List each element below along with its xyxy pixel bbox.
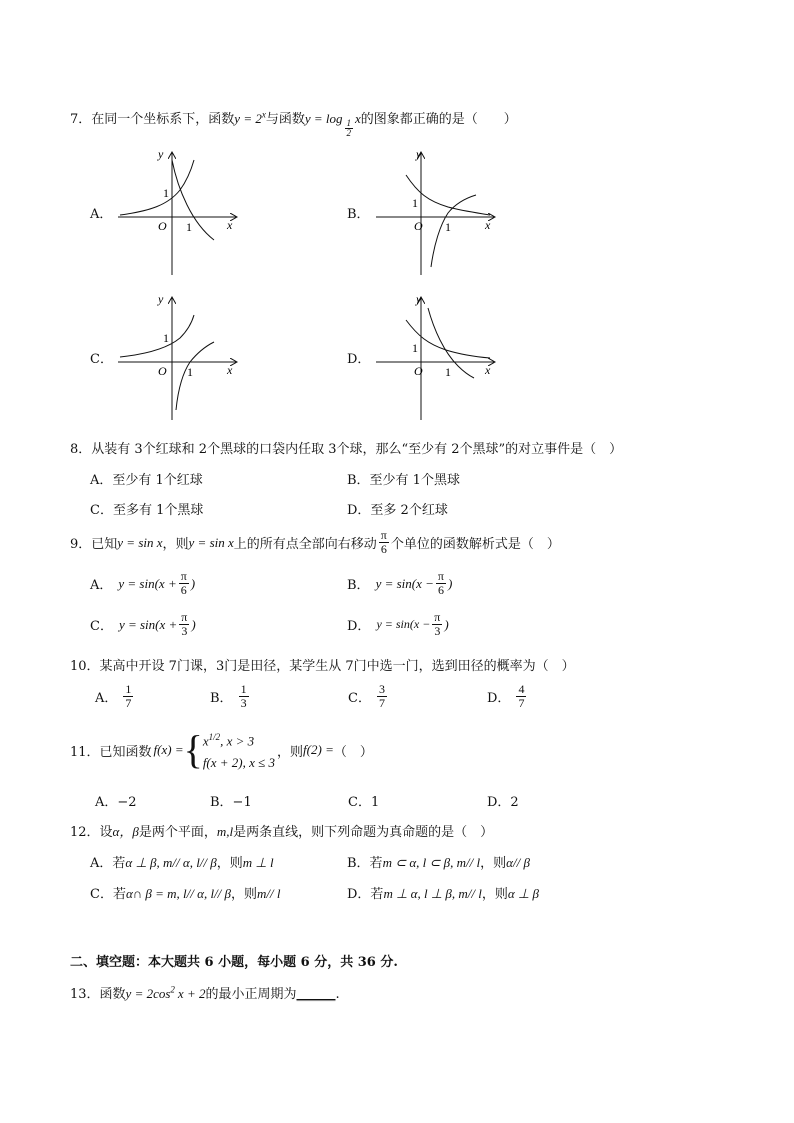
q10-option-c[interactable]: C． $\frac{3}{7}$ xyxy=(348,682,385,710)
q11-piecewise-brace: { xyxy=(183,727,203,773)
q9-text-mid: ，则 xyxy=(162,537,189,552)
q12-option-d[interactable]: D．若m ⊥ α, l ⊥ β, m// l，则α ⊥ β xyxy=(347,886,539,902)
q10-option-d[interactable]: D． $\frac{4}{7}$ xyxy=(487,682,525,710)
graph-a-x-label: x xyxy=(227,218,233,232)
graph-d-origin-label: O xyxy=(414,364,423,378)
graph-a-origin-label: O xyxy=(158,219,167,233)
q11-option-a[interactable]: A．−2 xyxy=(95,795,137,810)
q12-option-a[interactable]: A．若α ⊥ β, m// α, l// β，则m ⊥ l xyxy=(90,855,274,871)
graph-c-y-one-label: 1 xyxy=(163,331,169,345)
q9-func2: y = sin x xyxy=(188,534,234,550)
q11-option-c[interactable]: C．1 xyxy=(348,795,380,810)
q9-option-a[interactable]: A． y = sin(x + $\frac{\pi}{6}$ ) xyxy=(90,569,196,597)
q9-number: 9．已知 xyxy=(70,537,118,552)
q11-case-2: f(x + 2), x ≤ 3 xyxy=(202,755,276,771)
q8-option-d[interactable]: D．至多 2个红球 xyxy=(347,503,448,518)
section-2-heading: 二、填空题：本大题共 6 小题，每小题 6 分，共 36 分. xyxy=(70,955,398,970)
q7-graph-d[interactable] xyxy=(368,290,503,429)
q11-piecewise-cases xyxy=(203,726,275,774)
q9-text-post1: 上的所有点全部向右移动 xyxy=(233,537,377,552)
q7-text-post: 的图象都正确的是（ ） xyxy=(360,112,517,127)
q8-option-b[interactable]: B．至少有 1个黑球 xyxy=(347,473,460,488)
graph-c-x-label: x xyxy=(227,363,233,377)
q11-ask: f(2) = xyxy=(303,742,334,758)
q12-option-c[interactable]: C．若α∩ β = m, l// α, l// β，则m// l xyxy=(90,886,281,902)
graph-d-x-one-label: 1 xyxy=(445,365,451,379)
q10-option-a[interactable]: A． $\frac{1}{7}$ xyxy=(95,682,132,710)
graph-b-y-one-label: 1 xyxy=(412,196,418,210)
graph-c-y-label: y xyxy=(158,292,164,306)
q11-option-d[interactable]: D．2 xyxy=(487,795,519,810)
q7-text-pre: 在同一个坐标系下，函数 xyxy=(91,112,235,127)
question-8-stem: 8．从装有 3个红球和 2个黑球的口袋内任取 3个球，那么“至少有 2个黑球”的对立事件是（ ） xyxy=(70,442,623,457)
graph-d-y-one-label: 1 xyxy=(412,341,418,355)
question-7-stem xyxy=(70,108,517,138)
q11-text-post: ，则 xyxy=(277,744,304,760)
graph-b-y-label: y xyxy=(416,147,422,161)
q11-case-1: $x^{1/2}$, x > 3 xyxy=(202,732,255,749)
q7-text-mid: 与函数 xyxy=(265,112,305,127)
q7-graph-a[interactable] xyxy=(110,145,245,284)
q11-option-b[interactable]: B．−1 xyxy=(210,795,252,810)
graph-b-origin-label: O xyxy=(414,219,423,233)
q7-option-a-label[interactable]: A． xyxy=(90,207,113,222)
q9-text-post2: 个单位的函数解析式是（ ） xyxy=(390,537,560,552)
graph-c-origin-label: O xyxy=(158,364,167,378)
graph-a-y-label: y xyxy=(158,147,164,161)
question-12-stem: 12．设α，β是两个平面，m,l是两条直线，则下列命题为真命题的是（ ） xyxy=(70,824,494,840)
graph-b-x-one-label: 1 xyxy=(445,220,451,234)
q13-expression: $y = 2\cos^2$ x + 2 xyxy=(125,984,206,1001)
q9-option-d[interactable]: D． y = sin(x − $\frac{\pi}{3}$ ) xyxy=(347,610,449,638)
q11-tail: （ ） xyxy=(333,744,373,760)
q12-option-b[interactable]: B．若m ⊂ α, l ⊂ β, m// l，则α// β xyxy=(347,855,530,871)
q9-shift-fraction: $\frac{\pi}{6}$ xyxy=(380,528,387,556)
q9-option-c[interactable]: C． y = sin(x + $\frac{\pi}{3}$ ) xyxy=(90,610,196,638)
q7-option-b-label[interactable]: B． xyxy=(347,207,370,222)
question-9-stem xyxy=(70,529,560,556)
q9-func1: y = sin x xyxy=(117,534,163,550)
graph-a-x-one-label: 1 xyxy=(186,220,192,234)
q13-answer-blank[interactable]: ______ xyxy=(296,987,336,1002)
question-11-stem xyxy=(70,726,373,774)
q7-number: 7． xyxy=(70,112,92,127)
q7-func2: y = log $\frac{1}{2}$ x xyxy=(304,111,361,138)
q7-option-c-label[interactable]: C． xyxy=(90,352,113,367)
graph-d-y-label: y xyxy=(416,292,422,306)
q7-graph-c[interactable] xyxy=(110,290,245,429)
q9-option-b[interactable]: B． y = sin(x − $\frac{\pi}{6}$ ) xyxy=(347,569,453,597)
question-10-stem: 10．某高中开设 7门课，3门是田径，某学生从 7门中选一门，选到田径的概率为（ ） xyxy=(70,659,575,674)
question-13-stem: 13．函数$y = 2\cos^2$ x + 2的最小正周期为______. xyxy=(70,984,340,1002)
q11-number: 11．已知函数 xyxy=(70,744,152,760)
q7-option-d-label[interactable]: D． xyxy=(347,352,371,367)
q10-option-b[interactable]: B． $\frac{1}{3}$ xyxy=(210,682,247,710)
graph-a-y-one-label: 1 xyxy=(163,186,169,200)
graph-b-x-label: x xyxy=(485,218,491,232)
graph-d-x-label: x xyxy=(485,363,491,377)
q7-func1: $y = 2^x$ xyxy=(234,109,266,126)
q11-func-name: f(x) = xyxy=(153,742,184,758)
q8-option-c[interactable]: C．至多有 1个黑球 xyxy=(90,503,204,518)
q8-option-a[interactable]: A．至少有 1个红球 xyxy=(90,473,203,488)
q7-graph-b[interactable] xyxy=(368,145,503,284)
graph-c-x-one-label: 1 xyxy=(187,365,193,379)
